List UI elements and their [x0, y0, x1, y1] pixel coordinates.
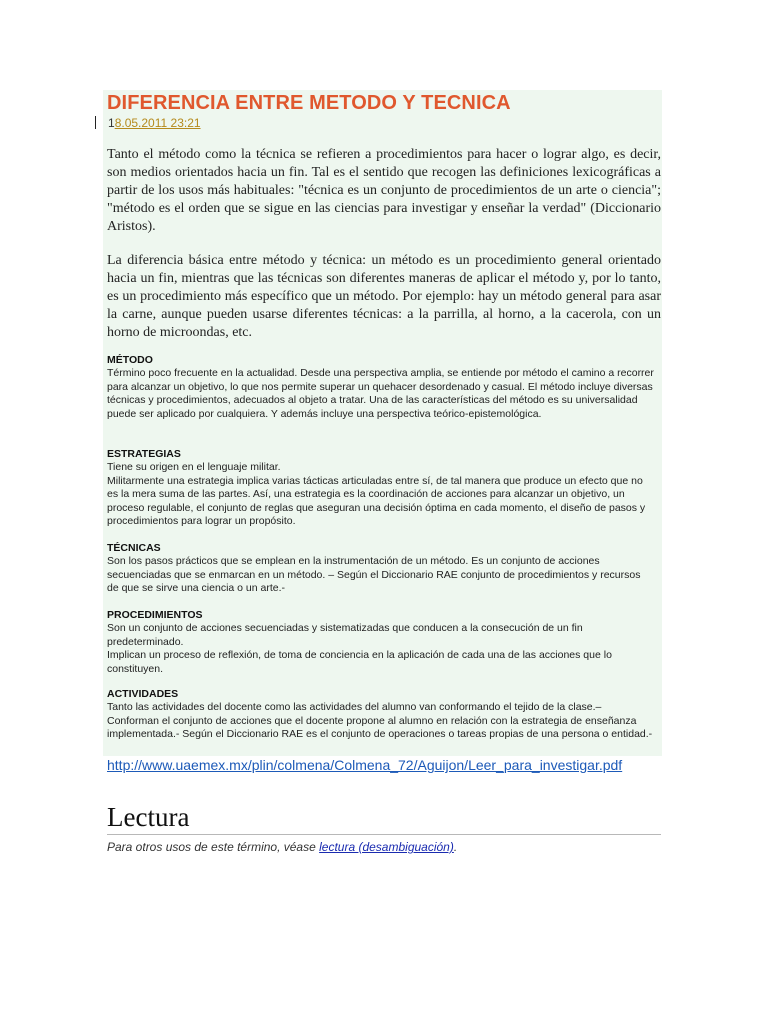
section-metodo	[107, 354, 655, 421]
difference-paragraph: La diferencia básica entre método y técnica: un método es un procedimiento general orientado hacia un fin, mientras que las técnicas son diferentes maneras de aplicar el método y, por lo tanto, es un procedimiento más específico que un método. Por ejemplo: hay un método general para asar la carne, aunque pueden usarse diferentes técnicas: a la parrilla, al horno, a la cacerola, con un horno de microondas, etc.	[107, 253, 661, 340]
text-cursor	[95, 116, 96, 129]
disambiguation-note	[107, 840, 457, 854]
section-estrategias	[107, 448, 655, 528]
date-prefix: 1	[108, 116, 115, 130]
note-suffix: .	[453, 840, 458, 854]
section-text: Son los pasos prácticos que se emplean en la instrumentación de un método. Es un conjunto de acciones secuenciadas que se enmarcan en un método. – Según el Diccionario RAE conjunto de procedimientos y recursos de que se sirve una ciencia o un arte.-	[107, 555, 641, 595]
source-url-link[interactable]: http://www.uaemex.mx/plin/colmena/Colmena_72/Aguijon/Leer_para_investigar.pdf	[107, 757, 623, 773]
section-text: Implican un proceso de reflexión, de toma de conciencia en la aplicación de cada una de las acciones que lo constituyen.	[107, 649, 612, 675]
section-text: Tanto las actividades del docente como las actividades del alumno van conformando el tejido de la clase.– Conforman el conjunto de acciones que el docente propone al alumno en relación con la estrategia de enseñanza implementada.- Según el Diccionario RAE es el conjunto de operaciones o tareas propias de una persona o entidad.-	[107, 701, 653, 741]
lectura-heading: Lectura	[107, 802, 190, 832]
section-heading: TÉCNICAS	[107, 542, 161, 554]
section-actividades	[107, 688, 655, 742]
section-text: Término poco frecuente en la actualidad. Desde una perspectiva amplia, se entiende por método el camino a recorrer para alcanzar un objetivo, lo que nos permite superar un quehacer desordenado y casual. El método incluye diversas técnicas y procedimientos, adecuados al objeto a tratar. Una de las características del método es su universalidad puede ser aplicado por cualquiera. Y además incluye una perspectiva teórico-epistemológica.	[107, 367, 654, 420]
section-tecnicas	[107, 542, 655, 596]
section-heading: ESTRATEGIAS	[107, 448, 181, 460]
section-heading: MÉTODO	[107, 354, 153, 366]
section-text: Son un conjunto de acciones secuenciadas y sistematizadas que conducen a la consecución de un fin predeterminado.	[107, 622, 583, 648]
section-text: Tiene su origen en el lenguaje militar.	[107, 461, 281, 474]
disambiguation-link[interactable]: lectura (desambiguación)	[319, 840, 454, 854]
note-prefix: Para otros usos de este término, véase	[107, 840, 320, 854]
article-title: DIFERENCIA ENTRE METODO Y TECNICA	[107, 92, 511, 114]
section-text: Militarmente una estrategia implica varias tácticas articuladas entre sí, de tal manera que produce un efecto que no es la mera suma de las partes. Así, una estrategia es la coordinación de acciones para alcanzar un objetivo, un proceso regulable, el conjunto de reglas que aseguran una decisión óptima en cada momento, el diseño de pasos y procedimientos para lograr un propósito.	[107, 474, 646, 528]
intro-paragraph: Tanto el método como la técnica se refieren a procedimientos para hacer o lograr algo, es decir, son medios orientados hacia un fin. Tal es el sentido que recogen las definiciones lexicográficas a partir de los usos más habituales: "técnica es un conjunto de procedimientos de un arte o ciencia"; "método es el orden que se sigue en las ciencias para investigar y enseñar la verdad" (Diccionario Aristos).	[107, 147, 661, 234]
section-procedimientos	[107, 609, 655, 676]
date-line	[95, 116, 201, 130]
section-heading: PROCEDIMIENTOS	[107, 609, 203, 621]
section-heading: ACTIVIDADES	[107, 688, 179, 700]
date-link[interactable]: 8.05.2011 23:21	[114, 116, 201, 130]
heading-divider	[107, 834, 661, 835]
